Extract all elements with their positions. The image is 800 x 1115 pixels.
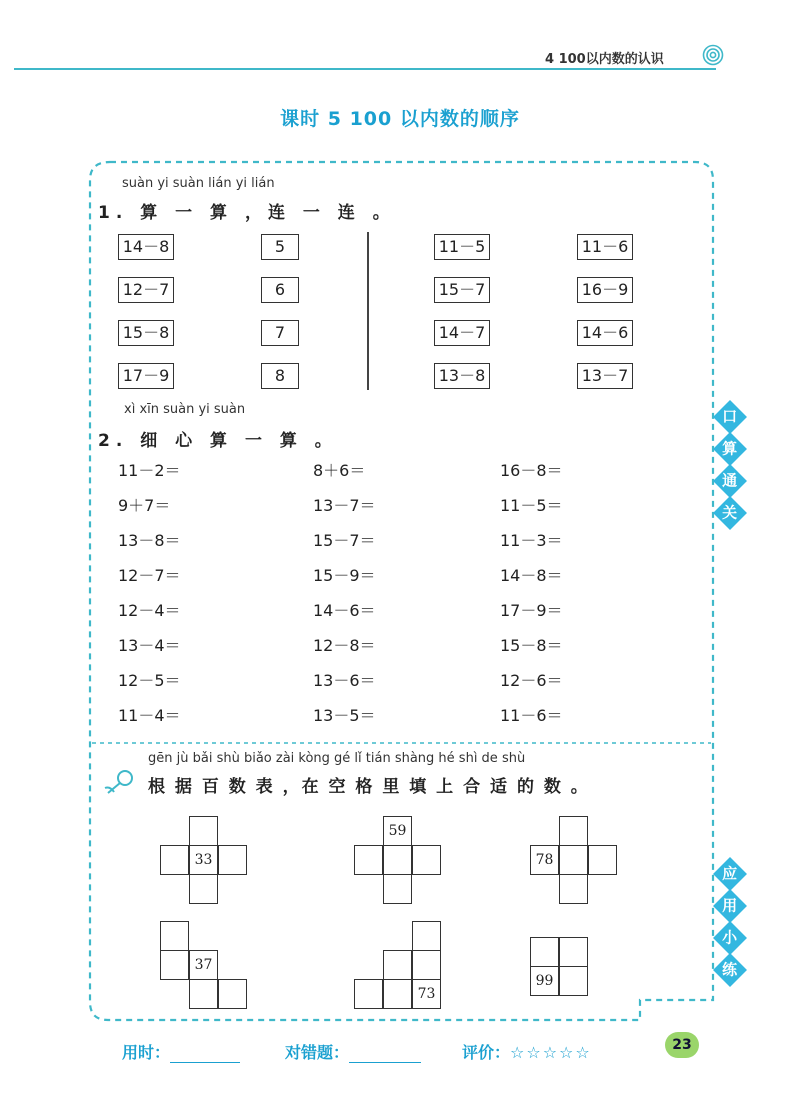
expr-box[interactable]: 15－8 bbox=[118, 320, 174, 346]
grid-cell-given: 99 bbox=[530, 966, 559, 996]
grid-cell[interactable] bbox=[412, 921, 441, 951]
grid-cell-given: 73 bbox=[412, 979, 441, 1009]
expr-box[interactable]: 14－7 bbox=[434, 320, 490, 346]
q1-pinyin: suàn yi suàn lián yi lián bbox=[122, 176, 275, 191]
grid-cell[interactable] bbox=[559, 816, 588, 846]
equation: 14－8＝ bbox=[500, 566, 563, 585]
number-box[interactable]: 8 bbox=[261, 363, 299, 389]
equation: 12－4＝ bbox=[118, 601, 181, 620]
side-tab-guan: 关 bbox=[713, 496, 747, 530]
chapter-header: 4 100以内数的认识 bbox=[545, 52, 664, 67]
expr-box[interactable]: 11－5 bbox=[434, 234, 490, 260]
grid-cell-given: 37 bbox=[189, 950, 218, 980]
equation: 15－8＝ bbox=[500, 636, 563, 655]
equation: 17－9＝ bbox=[500, 601, 563, 620]
rating-stars[interactable]: ☆☆☆☆☆ bbox=[510, 1043, 592, 1062]
number-box[interactable]: 6 bbox=[261, 277, 299, 303]
grid-cell[interactable] bbox=[160, 845, 189, 875]
equation: 15－9＝ bbox=[313, 566, 376, 585]
equation: 12－5＝ bbox=[118, 671, 181, 690]
time-label: 用时： bbox=[122, 1043, 171, 1062]
equation: 15－7＝ bbox=[313, 531, 376, 550]
q2-title: 2. 细 心 算 一 算 。 bbox=[98, 431, 338, 451]
grid-cell[interactable] bbox=[189, 874, 218, 904]
expr-box[interactable]: 11－6 bbox=[577, 234, 633, 260]
grid-cell[interactable] bbox=[412, 845, 441, 875]
equation: 12－6＝ bbox=[500, 671, 563, 690]
grid-cell[interactable] bbox=[559, 874, 588, 904]
side-tab-lian: 练 bbox=[713, 953, 747, 987]
equation: 13－8＝ bbox=[118, 531, 181, 550]
expr-box[interactable]: 13－7 bbox=[577, 363, 633, 389]
equation: 11－5＝ bbox=[500, 496, 563, 515]
number-box[interactable]: 7 bbox=[261, 320, 299, 346]
equation: 12－7＝ bbox=[118, 566, 181, 585]
column-separator bbox=[367, 232, 369, 390]
equation: 14－6＝ bbox=[313, 601, 376, 620]
grid-cell[interactable] bbox=[354, 979, 383, 1009]
expr-box[interactable]: 14－8 bbox=[118, 234, 174, 260]
expr-box[interactable]: 12－7 bbox=[118, 277, 174, 303]
grid-cell[interactable] bbox=[189, 979, 218, 1009]
side-tab-yong: 用 bbox=[713, 889, 747, 923]
expr-box[interactable]: 16－9 bbox=[577, 277, 633, 303]
grid-cell[interactable] bbox=[189, 816, 218, 846]
expr-box[interactable]: 13－8 bbox=[434, 363, 490, 389]
equation: 16－8＝ bbox=[500, 461, 563, 480]
q1-title: 1. 算 一 算 ，连 一 连 。 bbox=[98, 203, 396, 223]
expr-box[interactable]: 15－7 bbox=[434, 277, 490, 303]
side-tab-xiao: 小 bbox=[713, 921, 747, 955]
time-field[interactable] bbox=[122, 1040, 240, 1063]
equation: 13－6＝ bbox=[313, 671, 376, 690]
side-tab-suan: 算 bbox=[713, 432, 747, 466]
errors-blank[interactable] bbox=[349, 1043, 421, 1063]
equation: 11－6＝ bbox=[500, 706, 563, 725]
magnifier-icon bbox=[100, 768, 138, 798]
grid-cell[interactable] bbox=[559, 845, 588, 875]
expr-box[interactable]: 17－9 bbox=[118, 363, 174, 389]
rating-label: 评价： bbox=[462, 1043, 511, 1062]
equation: 11－3＝ bbox=[500, 531, 563, 550]
expr-box[interactable]: 14－6 bbox=[577, 320, 633, 346]
time-blank[interactable] bbox=[170, 1043, 240, 1063]
grid-cell[interactable] bbox=[383, 950, 412, 980]
lesson-title: 课时 5 100 以内数的顺序 bbox=[280, 108, 520, 130]
equation: 13－5＝ bbox=[313, 706, 376, 725]
grid-cell-given: 78 bbox=[530, 845, 559, 875]
grid-cell[interactable] bbox=[559, 937, 588, 967]
q2-pinyin: xì xīn suàn yi suàn bbox=[124, 402, 246, 417]
q3-title: 根 据 百 数 表 ，在 空 格 里 填 上 合 适 的 数 。 bbox=[148, 777, 590, 797]
grid-cell-given: 59 bbox=[383, 816, 412, 846]
grid-cell[interactable] bbox=[218, 979, 247, 1009]
equation: 11－4＝ bbox=[118, 706, 181, 725]
rating-field bbox=[462, 1040, 592, 1063]
equation: 12－8＝ bbox=[313, 636, 376, 655]
grid-cell[interactable] bbox=[160, 921, 189, 951]
errors-field[interactable] bbox=[285, 1040, 421, 1063]
side-tab-kou: 口 bbox=[713, 400, 747, 434]
equation: 8＋6＝ bbox=[313, 461, 366, 480]
page-number: 23 bbox=[665, 1032, 699, 1058]
errors-label: 对错题： bbox=[285, 1043, 350, 1062]
number-box[interactable]: 5 bbox=[261, 234, 299, 260]
side-tab-tong: 通 bbox=[713, 464, 747, 498]
grid-cell[interactable] bbox=[383, 874, 412, 904]
grid-cell[interactable] bbox=[588, 845, 617, 875]
side-tab-ying: 应 bbox=[713, 857, 747, 891]
q3-pinyin: gēn jù bǎi shù biǎo zài kòng gé lǐ tián shàng hé shì de shù bbox=[148, 751, 526, 766]
grid-cell[interactable] bbox=[354, 845, 383, 875]
grid-cell[interactable] bbox=[559, 966, 588, 996]
grid-cell[interactable] bbox=[160, 950, 189, 980]
grid-cell[interactable] bbox=[383, 979, 412, 1009]
equation: 11－2＝ bbox=[118, 461, 181, 480]
grid-cell[interactable] bbox=[412, 950, 441, 980]
equation: 13－7＝ bbox=[313, 496, 376, 515]
equation: 13－4＝ bbox=[118, 636, 181, 655]
grid-cell-given: 33 bbox=[189, 845, 218, 875]
grid-cell[interactable] bbox=[383, 845, 412, 875]
equation: 9＋7＝ bbox=[118, 496, 171, 515]
grid-cell[interactable] bbox=[530, 937, 559, 967]
grid-cell[interactable] bbox=[218, 845, 247, 875]
